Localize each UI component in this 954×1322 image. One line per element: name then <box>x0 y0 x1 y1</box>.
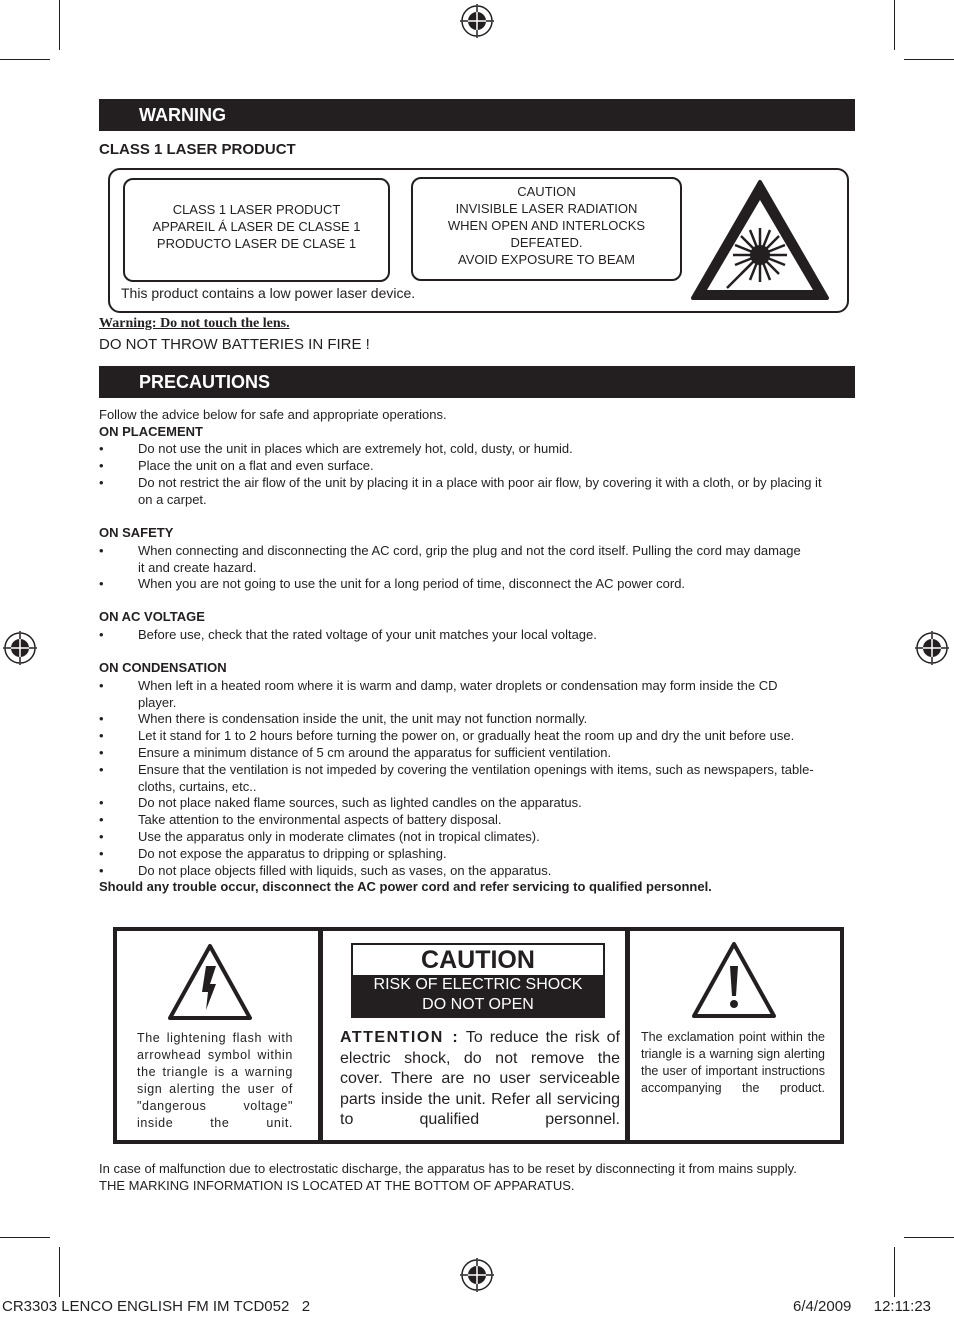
attention-block <box>340 1028 620 1151</box>
crop-mark <box>904 59 954 60</box>
registration-mark-icon <box>460 1258 494 1292</box>
panel-divider <box>318 927 323 1144</box>
list-item: • Let it stand for 1 to 2 hours before turning the power on, or gradually heat the room up and dry the unit before use. <box>99 728 795 743</box>
shock-line: DO NOT OPEN <box>422 996 534 1013</box>
low-power-note: This product contains a low power laser device. <box>121 285 416 301</box>
print-timestamp <box>793 1298 931 1315</box>
lightning-explanation: The lightening flash with arrowhead symbol within the triangle is a warning sign alerting the user of "dangerous voltage" inside the unit. <box>137 1031 293 1130</box>
condensation-title: ON CONDENSATION <box>99 660 227 675</box>
attention-label: ATTENTION : <box>340 1029 460 1046</box>
list-item: • When left in a heated room where it is warm and damp, water droplets or condensation may form inside the CD player. <box>99 678 778 710</box>
lens-warning: Warning: Do not touch the lens. <box>99 316 290 331</box>
list-item: • Take attention to the environmental aspects of battery disposal. <box>99 812 502 827</box>
crop-mark <box>894 1247 895 1297</box>
list-item: • Do not place objects filled with liquids, such as vases, on the apparatus. <box>99 863 552 878</box>
panel-divider <box>625 927 630 1144</box>
caution-label-line: INVISIBLE LASER RADIATION <box>455 201 638 216</box>
list-item: • Do not place naked flame sources, such as lighted candles on the apparatus. <box>99 795 582 810</box>
caution-label-line: AVOID EXPOSURE TO BEAM <box>458 252 635 267</box>
list-item: • When there is condensation inside the unit, the unit may not function normally. <box>99 711 588 726</box>
voltage-title: ON AC VOLTAGE <box>99 609 205 624</box>
list-item: • Do not expose the apparatus to dripping or splashing. <box>99 846 447 861</box>
caution-label-line: DEFEATED. <box>510 235 583 250</box>
class1-label-line: CLASS 1 LASER PRODUCT <box>172 202 341 217</box>
registration-mark-icon <box>460 4 494 38</box>
warning-heading: WARNING <box>139 105 226 125</box>
list-item: • Use the apparatus only in moderate climates (not in tropical climates). <box>99 829 540 844</box>
caution-label-line: CAUTION <box>517 184 576 199</box>
precautions-heading-bar <box>99 366 855 398</box>
caution-title: CAUTION <box>421 946 535 974</box>
exclamation-triangle-icon <box>690 940 778 1020</box>
list-item: • Do not use the unit in places which are extremely hot, cold, dusty, or humid. <box>99 441 573 456</box>
battery-warning: DO NOT THROW BATTERIES IN FIRE ! <box>99 336 370 353</box>
print-time: 12:11:23 <box>873 1298 932 1315</box>
registration-mark-icon <box>915 631 949 665</box>
class1-label <box>123 178 390 282</box>
class1-label-line: PRODUCTO LASER DE CLASE 1 <box>156 236 357 251</box>
list-item: • Place the unit on a flat and even surface. <box>99 458 374 473</box>
caution-sign <box>351 943 605 1018</box>
exclamation-explanation: The exclamation point within the triangle is a warning sign alerting the user of important instructions accompanying the product. <box>641 1030 825 1095</box>
list-item: • When you are not going to use the unit for a long period of time, disconnect the AC power cord. <box>99 576 686 591</box>
precautions-heading: PRECAUTIONS <box>139 372 271 392</box>
warning-heading-bar <box>99 99 855 131</box>
trouble-note: Should any trouble occur, disconnect the AC power cord and refer servicing to qualified personnel. <box>99 879 712 894</box>
list-item: • Before use, check that the rated voltage of your unit matches your local voltage. <box>99 627 597 642</box>
shock-line: RISK OF ELECTRIC SHOCK <box>373 976 583 993</box>
crop-mark <box>59 1247 60 1297</box>
marking-note: THE MARKING INFORMATION IS LOCATED AT THE BOTTOM OF APPARATUS. <box>99 1178 575 1193</box>
list-item: • Do not restrict the air flow of the unit by placing it in a place with poor air flow, by covering it with a cloth, or by placing it on a carpet. <box>99 475 822 507</box>
list-item: • Ensure a minimum distance of 5 cm around the apparatus for sufficient ventilation. <box>99 745 612 760</box>
safety-title: ON SAFETY <box>99 525 174 540</box>
class1-title: CLASS 1 LASER PRODUCT <box>99 141 296 158</box>
caution-label-line: WHEN OPEN AND INTERLOCKS <box>447 218 646 233</box>
attention-text: To reduce the risk of electric shock, do not remove the cover. There are no user serviceable parts inside the unit. Refer all servicing to qualified personnel. <box>340 1029 620 1128</box>
print-date: 6/4/2009 <box>793 1298 852 1315</box>
crop-mark <box>59 0 60 50</box>
print-slug: CR3303 LENCO ENGLISH FM IM TCD052 2 <box>2 1298 311 1315</box>
laser-hazard-icon <box>689 178 831 302</box>
list-item: • Ensure that the ventilation is not impeded by covering the ventilation openings with items, such as newspapers, table-cloths, curtains, etc.. <box>99 762 814 794</box>
crop-mark <box>894 0 895 50</box>
esd-note: In case of malfunction due to electrostatic discharge, the apparatus has to be reset by disconnecting it from mains supply. <box>99 1161 797 1176</box>
registration-mark-icon <box>3 631 37 665</box>
lightning-triangle-icon <box>166 942 254 1022</box>
caution-label <box>411 177 682 281</box>
crop-mark <box>0 59 50 60</box>
shock-warning-box <box>353 975 603 1016</box>
class1-label-line: APPAREIL Á LASER DE CLASSE 1 <box>152 219 361 234</box>
crop-mark <box>0 1237 50 1238</box>
crop-mark <box>904 1237 954 1238</box>
placement-title: ON PLACEMENT <box>99 424 203 439</box>
precautions-intro: Follow the advice below for safe and appropriate operations. <box>99 407 447 422</box>
list-item: • When connecting and disconnecting the AC cord, grip the plug and not the cord itself. Pulling the cord may damage it and create hazard. <box>99 543 801 575</box>
